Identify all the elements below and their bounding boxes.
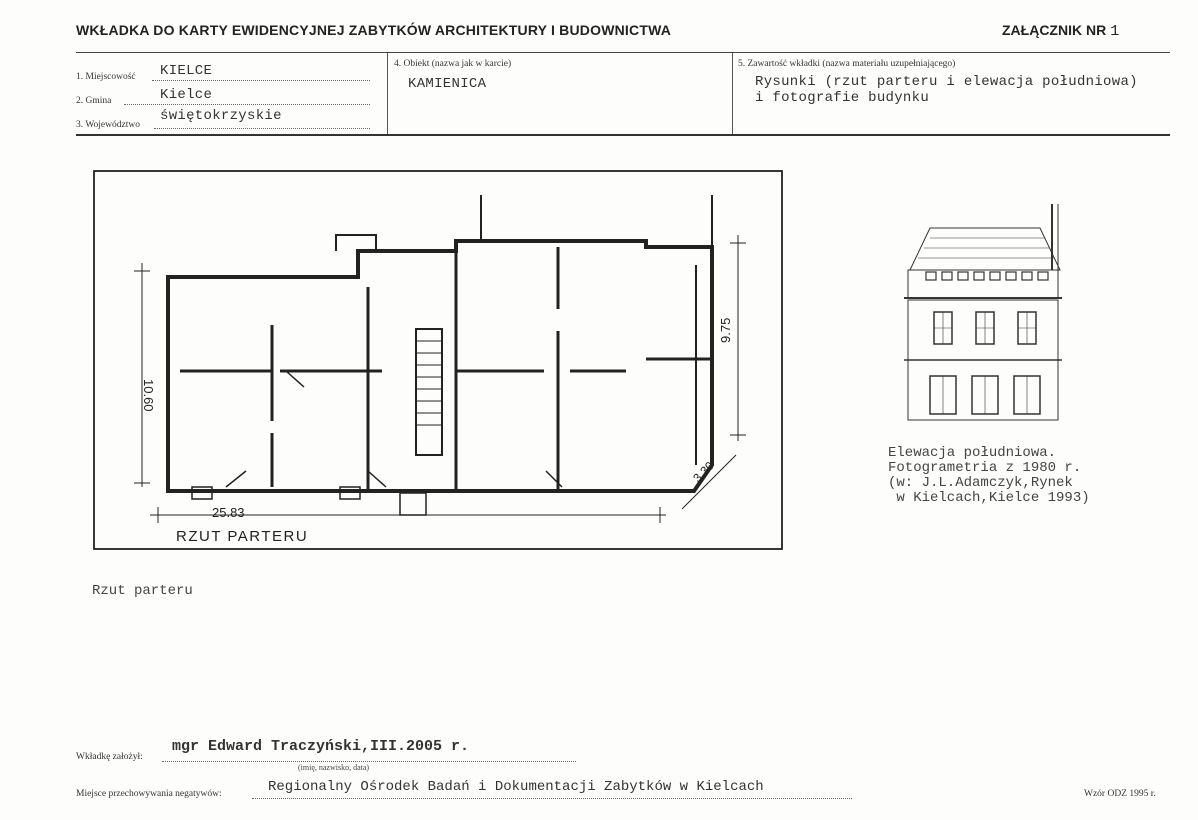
storage-label: Miejsce przechowywania negatywów:	[76, 789, 222, 799]
plan-dim-right: 9.75	[718, 317, 733, 343]
field-separator-1	[387, 53, 388, 134]
zawartosc-line-2: i fotografie budynku	[755, 90, 930, 106]
form-title: WKŁADKA DO KARTY EWIDENCYJNEJ ZABYTKÓW ARCHITEKTURY I BUDOWNICTWA	[76, 22, 672, 38]
author-label: Wkładkę założył:	[76, 752, 143, 762]
obiekt-label: 4. Obiekt (nazwa jak w karcie)	[394, 59, 512, 69]
storage-value: Regionalny Ośrodek Badań i Dokumentacji Zabytków w Kielcach	[268, 779, 764, 795]
zawartosc-line-1: Rysunki (rzut parteru i elewacja południowa)	[755, 74, 1138, 90]
wojewodztwo-value: świętokrzyskie	[160, 108, 282, 124]
plan-outer-wall	[168, 241, 712, 491]
floor-plan-drawing	[86, 165, 786, 555]
plan-title: RZUT PARTERU	[176, 528, 309, 545]
elevation-caption-3: (w: J.L.Adamczyk,Rynek	[888, 475, 1073, 491]
obiekt-value: KAMIENICA	[408, 76, 487, 92]
form-code: Wzór ODZ 1995 r.	[1084, 789, 1156, 799]
plan-dim-corner: 3.30	[690, 458, 717, 486]
field-separator-2	[732, 53, 733, 134]
annex-number: 1	[1110, 23, 1120, 40]
annex-label	[1002, 22, 1119, 40]
miejscowosc-label: 1. Miejscowość	[76, 72, 136, 82]
header-rule	[76, 52, 1170, 53]
annex-label-text: ZAŁĄCZNIK NR	[1002, 22, 1107, 38]
elevation-caption-2: Fotogrametria z 1980 r.	[888, 460, 1082, 476]
gmina-value: Kielce	[160, 87, 213, 103]
elevation-caption-1: Elewacja południowa.	[888, 445, 1057, 461]
miejscowosc-value: KIELCE	[160, 63, 213, 79]
plan-caption: Rzut parteru	[92, 583, 193, 599]
author-value: mgr Edward Traczyński,III.2005 r.	[172, 738, 470, 755]
wojewodztwo-label: 3. Województwo	[76, 120, 140, 130]
fields-rule	[76, 134, 1170, 136]
elevation-caption-4: w Kielcach,Kielce 1993)	[888, 490, 1090, 506]
gmina-label: 2. Gmina	[76, 96, 112, 106]
plan-dim-width: 25.83	[212, 505, 245, 520]
author-hint: (imię, nazwisko, data)	[298, 763, 370, 772]
zawartosc-label: 5. Zawartość wkładki (nazwa materiału uzupełniającego)	[738, 59, 956, 69]
elevation-drawing	[900, 200, 1070, 430]
plan-dim-left: 10.60	[141, 379, 156, 412]
